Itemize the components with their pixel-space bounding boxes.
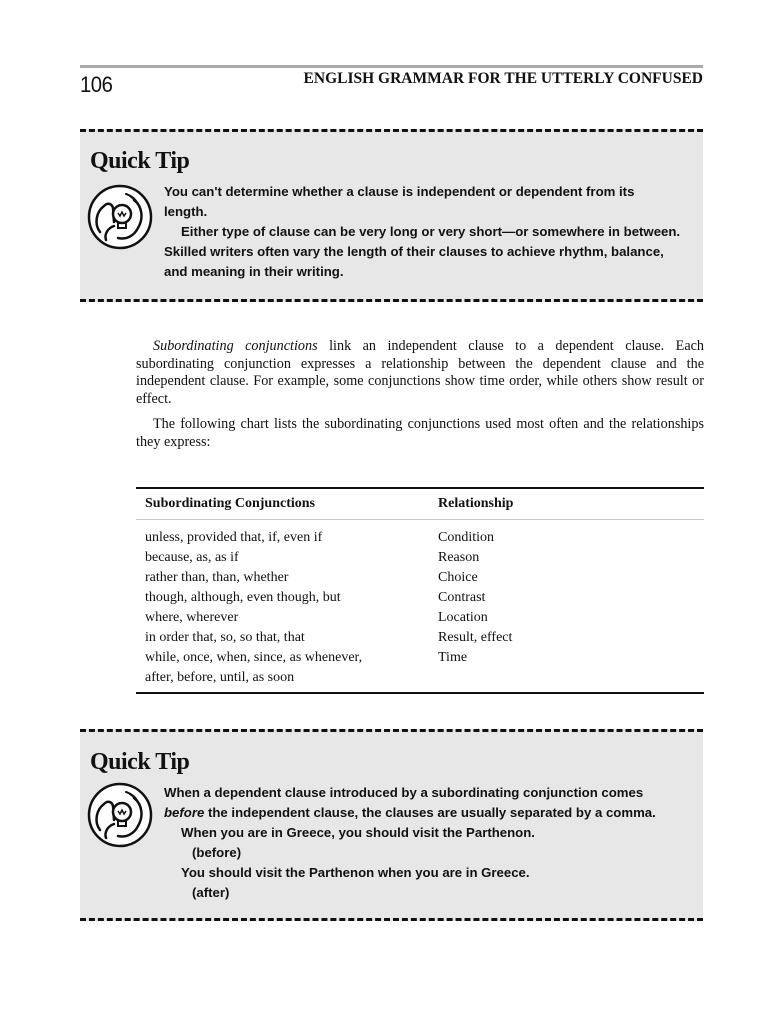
- quick-tip-box-2: [80, 729, 703, 921]
- relationships-column: [438, 528, 704, 688]
- quick-tip-text-2: [164, 783, 691, 903]
- table-cell: Choice: [438, 570, 478, 585]
- header-conjunctions: Subordinating Conjunctions: [145, 496, 316, 511]
- table-cell: though, although, even though, but: [145, 590, 341, 605]
- header-relationship: Relationship: [438, 496, 514, 511]
- italic-term: Subordinating conjunctions: [153, 338, 318, 354]
- tip2-example-note: (after): [192, 885, 230, 900]
- header-rule: [80, 65, 703, 68]
- table-cell: Location: [438, 610, 488, 625]
- table-cell: Reason: [438, 550, 480, 565]
- paragraph-text: link an independent clause to a dependent clause. Each subordinating conjunction expresses a relationship between the dependent clause and the independent clause. For example, some conjunctions show time order, while others show result or effect.: [136, 338, 705, 407]
- quick-tip-heading: Quick Tip: [90, 148, 190, 174]
- table-cell: because, as, as if: [145, 550, 239, 565]
- tip2-example-note: (before): [192, 845, 242, 860]
- tip2-line-rest: the independent clause, the clauses are usually separated by a comma.: [204, 805, 656, 820]
- body-paragraph-2: [136, 416, 704, 451]
- lightbulb-hand-icon: [86, 780, 154, 850]
- tip1-line: length.: [164, 204, 208, 219]
- tip2-line: When a dependent clause introduced by a subordinating conjunction comes: [164, 785, 644, 800]
- conjunctions-table: [136, 487, 704, 694]
- paragraph-text: The following chart lists the subordinating conjunctions used most often and the relationships they express:: [136, 416, 704, 450]
- table-cell: in order that, so, so that, that: [145, 630, 305, 645]
- quick-tip-box-1: [80, 129, 703, 302]
- table-cell: while, once, when, since, as whenever,: [145, 650, 363, 665]
- lightbulb-hand-icon: [86, 182, 154, 252]
- tip2-example: You should visit the Parthenon when you are in Greece.: [181, 865, 530, 880]
- table-cell: where, wherever: [145, 610, 239, 625]
- tip2-example: When you are in Greece, you should visit the Parthenon.: [181, 825, 535, 840]
- tip1-line: Skilled writers often vary the length of their clauses to achieve rhythm, balance,: [164, 244, 664, 259]
- table-cell: [438, 668, 704, 688]
- italic-term: before: [164, 805, 205, 820]
- table-body: [136, 520, 704, 692]
- table-cell: Time: [438, 650, 468, 665]
- table-cell: unless, provided that, if, even if: [145, 530, 323, 545]
- table-cell: Result, effect: [438, 630, 513, 645]
- quick-tip-heading: Quick Tip: [90, 749, 190, 775]
- running-head: ENGLISH GRAMMAR FOR THE UTTERLY CONFUSED: [303, 70, 703, 87]
- table-cell: Contrast: [438, 590, 486, 605]
- quick-tip-text-1: [164, 182, 691, 282]
- table-cell: rather than, than, whether: [145, 570, 289, 585]
- tip1-line: and meaning in their writing.: [164, 264, 344, 279]
- table-cell: after, before, until, as soon: [145, 670, 295, 685]
- table-header: [136, 489, 704, 520]
- tip2-line: [164, 803, 691, 823]
- tip1-line: Either type of clause can be very long or very short—or somewhere in between.: [181, 224, 681, 239]
- page-number: 106: [80, 72, 113, 97]
- tip1-line: You can't determine whether a clause is independent or dependent from its: [164, 184, 635, 199]
- table-cell: Condition: [438, 530, 495, 545]
- conjunctions-column: [136, 528, 438, 688]
- body-paragraph-1: [136, 338, 704, 408]
